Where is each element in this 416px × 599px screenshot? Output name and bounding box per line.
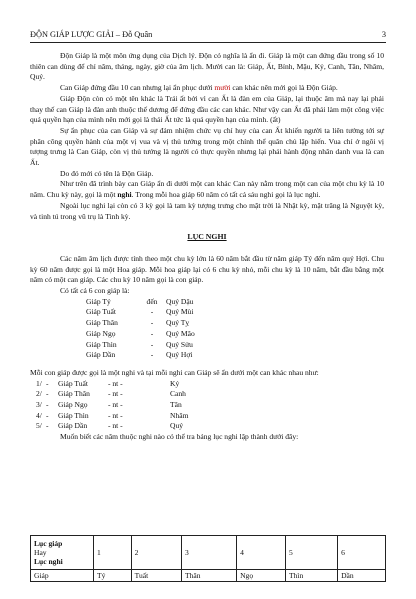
list-start-text: Giáp Ngọ [58, 399, 88, 409]
list-number: 3/ [36, 399, 42, 409]
paragraph-hoa-giap: Các năm âm lịch được tính theo một chu kỳ lớn là 60 năm bắt đầu từ năm giáp Tý đến năm quý Hợi. Chu kỳ 60 năm được gọi là một Hoa giáp. Mỗi hoa giáp lại có 6 chu kỳ nhỏ, mỗi chu kỳ là 10 năm, bắt đầu bằng một năm có một can giáp. Các chu kỳ 10 năm gọi là con giáp. [30, 253, 384, 285]
list-start-text: Giáp Tuất [58, 378, 88, 388]
list-end: Quý Dậu [166, 296, 194, 306]
luc-nghi-table [30, 535, 386, 582]
con-giap-list [86, 297, 384, 361]
table-header-cell: 3 [182, 536, 237, 570]
table-header-cell: 1 [94, 536, 132, 570]
text-run: can khác nên mới gọi là Độn Giáp. [230, 83, 338, 93]
list-start: - Giáp Ngọ [46, 399, 88, 409]
list-item [86, 329, 384, 340]
text-run: . Trong mỗi hoa giáp 60 năm có tất cả sáu nghi gọi là lục nghi. [131, 190, 321, 200]
list-sep: - [150, 307, 154, 317]
list-start-text: Giáp Thân [58, 389, 90, 399]
table-cell: Thìn [286, 570, 338, 582]
paragraph-tam-ky: Ngoài lục nghi lại còn có 3 kỳ gọi là tam kỳ tượng trưng cho mặt trời là Nhật kỳ, mặt trăng là Nguyệt kỳ, và tinh tú trong vũ trụ là Tinh kỳ. [30, 200, 384, 221]
spacer [30, 361, 384, 368]
table-cell: Ngọ [237, 570, 286, 582]
list-end: Tân [170, 399, 182, 409]
table-row [31, 570, 386, 582]
list-end: Nhâm [170, 410, 189, 420]
list-sep: - [150, 318, 154, 328]
paragraph-nghi [30, 179, 384, 200]
paragraph-sau-con-giap: Có tất cả 6 con giáp là: [60, 286, 130, 296]
table-header-row [31, 536, 386, 570]
list-sep: - nt - [108, 421, 123, 431]
table-header-cell: 6 [338, 536, 386, 570]
list-start-text: Giáp Thìn [58, 410, 89, 420]
list-end: Quý Hợi [166, 350, 193, 360]
table-header-cell: 4 [237, 536, 286, 570]
list-start-text: Giáp Dần [58, 421, 88, 431]
list-item [86, 297, 384, 308]
list-start: Giáp Tý [86, 296, 111, 306]
table-header-cell: 2 [131, 536, 181, 570]
list-sep: - [150, 339, 154, 349]
nghi-list [36, 379, 384, 432]
text-run: Như trên đã trình bày can Giáp ẩn đi dưới một can khác Can này nằm trong một can của một chu kỳ là 10 năm. Chu kỳ này, gọi là một [30, 179, 384, 200]
table-cell: Thân [182, 570, 237, 582]
paragraph-ten-don-giap: Do đó mới có tên là Độn Giáp. [60, 168, 154, 178]
list-item [86, 350, 384, 361]
list-item [36, 411, 384, 422]
list-start: Giáp Ngọ [86, 328, 116, 338]
label-line: Lục nghi [34, 557, 63, 567]
table-cell: Tuất [131, 570, 181, 582]
list-item [36, 400, 384, 411]
list-end: Quý [170, 421, 183, 431]
list-number: 4/ [36, 410, 42, 420]
list-sep: - [150, 328, 154, 338]
bold-term: nghi [117, 190, 132, 200]
running-header [30, 30, 386, 39]
list-start: - Giáp Thìn [46, 410, 89, 420]
list-sep: - nt - [108, 389, 123, 399]
list-sep: - nt - [108, 378, 123, 388]
list-item [86, 318, 384, 329]
page-number: 3 [381, 30, 386, 39]
paragraph-can-giap [30, 83, 384, 94]
list-sep: - nt - [108, 410, 123, 420]
table-row-label: Giáp [31, 570, 94, 582]
list-start: - Giáp Dần [46, 421, 88, 431]
list-number: 2/ [36, 389, 42, 399]
table-header-cell: 5 [286, 536, 338, 570]
list-number: 5/ [36, 421, 42, 431]
list-item [36, 389, 384, 400]
list-end: Quý Mùi [166, 307, 194, 317]
paragraph-thai-at: Giáp Độn còn có một tên khác là Trái ất bởi vì can Ất là đàn em của Giáp, lại thuộc âm mà nay lại phải thay thế can Giáp là đàn anh thuộc thế dương để đứng đầu các can khác. Như vậy can Ất đã phải làm một công việc quá quyền hạn của mình nên mới gọi là thái Ất tức là quá quyền hạn của mình. (ất) [30, 93, 384, 125]
list-end: Quý Tỵ [166, 318, 190, 328]
list-start: Giáp Tuất [86, 307, 116, 317]
list-end: Quý Sửu [166, 339, 193, 349]
list-end: Quý Mão [166, 328, 195, 338]
table-corner-label [31, 536, 94, 570]
paragraph-tra-bang: Muốn biết các năm thuộc nghi nào có thể tra bảng lục nghi lập thành dưới đây: [60, 432, 299, 442]
list-sep: - nt - [108, 399, 123, 409]
header-title: ĐỘN GIÁP LƯỢC GIẢI – Đỗ Quân [30, 30, 153, 39]
table-cell: Dần [338, 570, 386, 582]
list-start: Giáp Thân [86, 318, 118, 328]
list-start: - Giáp Thân [46, 389, 90, 399]
highlighted-word: mười [214, 83, 231, 93]
paragraph-an-phuc: Sự ẩn phục của can Giáp và sự đảm nhiệm chức vụ chỉ huy của can Ất khiến người ta liên tưởng tới sự phân công quyền hành của một vị vua và vị thủ tướng trong một chính thể quân chủ lập hiến. Vua chỉ ở ngôi vị tượng trưng là Can Giáp, còn vị thủ tướng là người có thực quyền nhưng lại phải hành động nhân danh vua là can Ất. [30, 125, 384, 168]
document-body [30, 51, 384, 443]
paragraph-moi-con-giap: Mỗi con giáp được gọi là một nghi và tại mỗi nghi can Giáp sẽ ẩn dưới một can khác nhau như: [30, 367, 319, 377]
list-item [86, 340, 384, 351]
section-title: LỤC NGHI [187, 232, 227, 242]
list-end: Kỷ [170, 378, 180, 388]
list-item [86, 307, 384, 318]
table-cell: Tý [94, 570, 132, 582]
header-rule [30, 42, 386, 43]
label-line: Lục giáp [34, 538, 63, 548]
list-number: 1/ [36, 378, 42, 388]
list-start: Giáp Thìn [86, 339, 117, 349]
list-start: Giáp Dần [86, 350, 116, 360]
list-sep: - [150, 350, 154, 360]
list-item [36, 379, 384, 390]
list-sep: đến [146, 296, 158, 306]
paragraph-intro: Độn Giáp là một môn ứng dụng của Dịch lý. Độn có nghĩa là ẩn đi. Giáp là một can đứng đầu trong số 10 thiên can dùng để chỉ năm, tháng, ngày, giờ của âm lịch. Mười can là: Giáp, Ất, Bính, Mậu, Kỷ, Canh, Tân, Nhâm, Quý. [30, 51, 384, 82]
list-item [36, 421, 384, 432]
list-end: Canh [170, 389, 186, 399]
list-start: - Giáp Tuất [46, 378, 88, 388]
text-run: Can Giáp đứng đầu 10 can nhưng lại ẩn phục dưới [60, 83, 215, 93]
label-line: Hay [34, 547, 47, 557]
